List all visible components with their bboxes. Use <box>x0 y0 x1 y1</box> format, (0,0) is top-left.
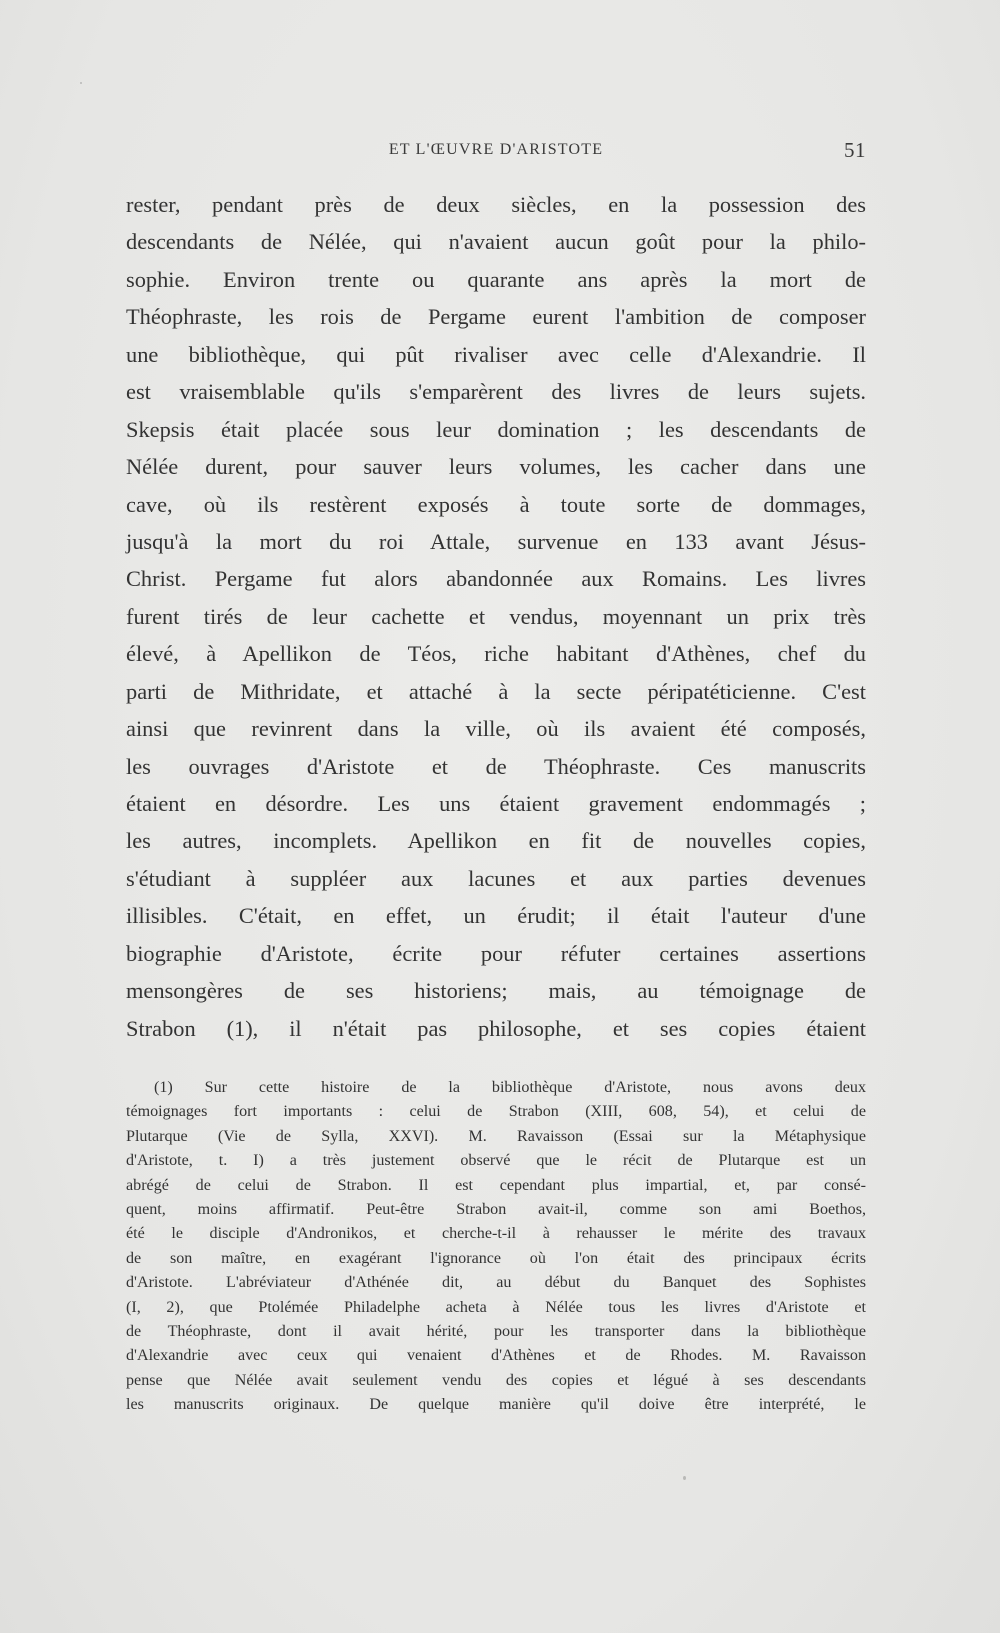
page-header <box>126 138 866 168</box>
text-line: les ouvrages d'Aristote et de Théophraste. Ces manuscrits <box>126 753 866 779</box>
footnote-line: (1) Sur cette histoire de la bibliothèque d'Aristote, nous avons deux <box>154 1079 866 1096</box>
text-line: descendants de Nélée, qui n'avaient aucun goût pour la philo- <box>126 229 866 255</box>
text-line: cave, où ils restèrent exposés à toute sorte de dommages, <box>126 491 866 517</box>
text-line: jusqu'à la mort du roi Attale, survenue en 133 avant Jésus- <box>126 528 866 554</box>
paper-speck <box>80 82 82 84</box>
text-line: illisibles. C'était, en effet, un érudit; il était l'auteur d'une <box>126 903 866 929</box>
footnote-line: les manuscrits originaux. De quelque manière qu'il doive être interprété, le <box>126 1396 866 1414</box>
footnote-line: de Théophraste, dont il avait hérité, pour les transporter dans la bibliothèque <box>126 1322 866 1340</box>
footnote-line: abrégé de celui de Strabon. Il est cependant plus impartial, et, par consé- <box>126 1176 866 1194</box>
footnote-line: pense que Nélée avait seulement vendu des copies et légué à ses descendants <box>126 1371 866 1389</box>
footnote <box>126 1076 866 1417</box>
text-line: est vraisemblable qu'ils s'emparèrent des livres de leurs sujets. <box>126 379 866 405</box>
text-line: Christ. Pergame fut alors abandonnée aux Romains. Les livres <box>126 566 866 592</box>
text-line: ainsi que revinrent dans la ville, où ils avaient été composés, <box>126 716 866 742</box>
text-line: sophie. Environ trente ou quarante ans après la mort de <box>126 266 866 292</box>
text-line: les autres, incomplets. Apellikon en fit de nouvelles copies, <box>126 828 866 854</box>
text-line: étaient en désordre. Les uns étaient gravement endommagés ; <box>126 791 866 816</box>
footnote-line: été le disciple d'Andronikos, et cherche-t-il à rehausser le mérite des travaux <box>126 1225 866 1243</box>
footnote-line: de son maître, en exagérant l'ignorance où l'on était des principaux écrits <box>126 1249 866 1267</box>
main-text <box>126 186 866 1047</box>
text-line: élevé, à Apellikon de Téos, riche habitant d'Athènes, chef du <box>126 641 866 667</box>
footnote-line: d'Alexandrie avec ceux qui venaient d'Athènes et de Rhodes. M. Ravaisson <box>126 1347 866 1365</box>
text-line: mensongères de ses historiens; mais, au témoignage de <box>126 978 866 1004</box>
running-title: ET L'ŒUVRE D'ARISTOTE <box>388 141 604 158</box>
text-line: s'étudiant à suppléer aux lacunes et aux parties devenues <box>126 865 866 891</box>
footnote-line: (I, 2), que Ptolémée Philadelphe acheta à Nélée tous les livres d'Aristote et <box>126 1298 866 1316</box>
text-line: parti de Mithridate, et attaché à la secte péripatéticienne. C'est <box>126 678 866 704</box>
footnote-line: d'Aristote, t. I) a très justement observé que le récit de Plutarque est un <box>126 1152 866 1170</box>
text-line: furent tirés de leur cachette et vendus, moyennant un prix très <box>126 603 866 629</box>
footnote-line: témoignages fort importants : celui de Strabon (XIII, 608, 54), et celui de <box>126 1103 866 1121</box>
text-line: Skepsis était placée sous leur domination ; les descendants de <box>126 416 866 442</box>
text-line: Nélée durent, pour sauver leurs volumes, les cacher dans une <box>126 454 866 480</box>
paper-speck <box>683 1476 686 1480</box>
text-line: biographie d'Aristote, écrite pour réfuter certaines assertions <box>126 940 866 966</box>
text-line: Strabon (1), il n'était pas philosophe, et ses copies étaient <box>126 1015 866 1041</box>
text-line: rester, pendant près de deux siècles, en la possession des <box>126 192 866 217</box>
footnote-line: Plutarque (Vie de Sylla, XXVI). M. Ravaisson (Essai sur la Métaphysique <box>126 1127 866 1145</box>
footnote-line: quent, moins affirmatif. Peut-être Strabon avait-il, comme son ami Boethos, <box>126 1200 866 1218</box>
text-line: Théophraste, les rois de Pergame eurent l'ambition de composer <box>126 304 866 330</box>
page-number: 51 <box>844 138 866 162</box>
footnote-line: d'Aristote. L'abréviateur d'Athénée dit, au début du Banquet des Sophistes <box>126 1274 866 1292</box>
text-line: une bibliothèque, qui pût rivaliser avec celle d'Alexandrie. Il <box>126 341 866 367</box>
